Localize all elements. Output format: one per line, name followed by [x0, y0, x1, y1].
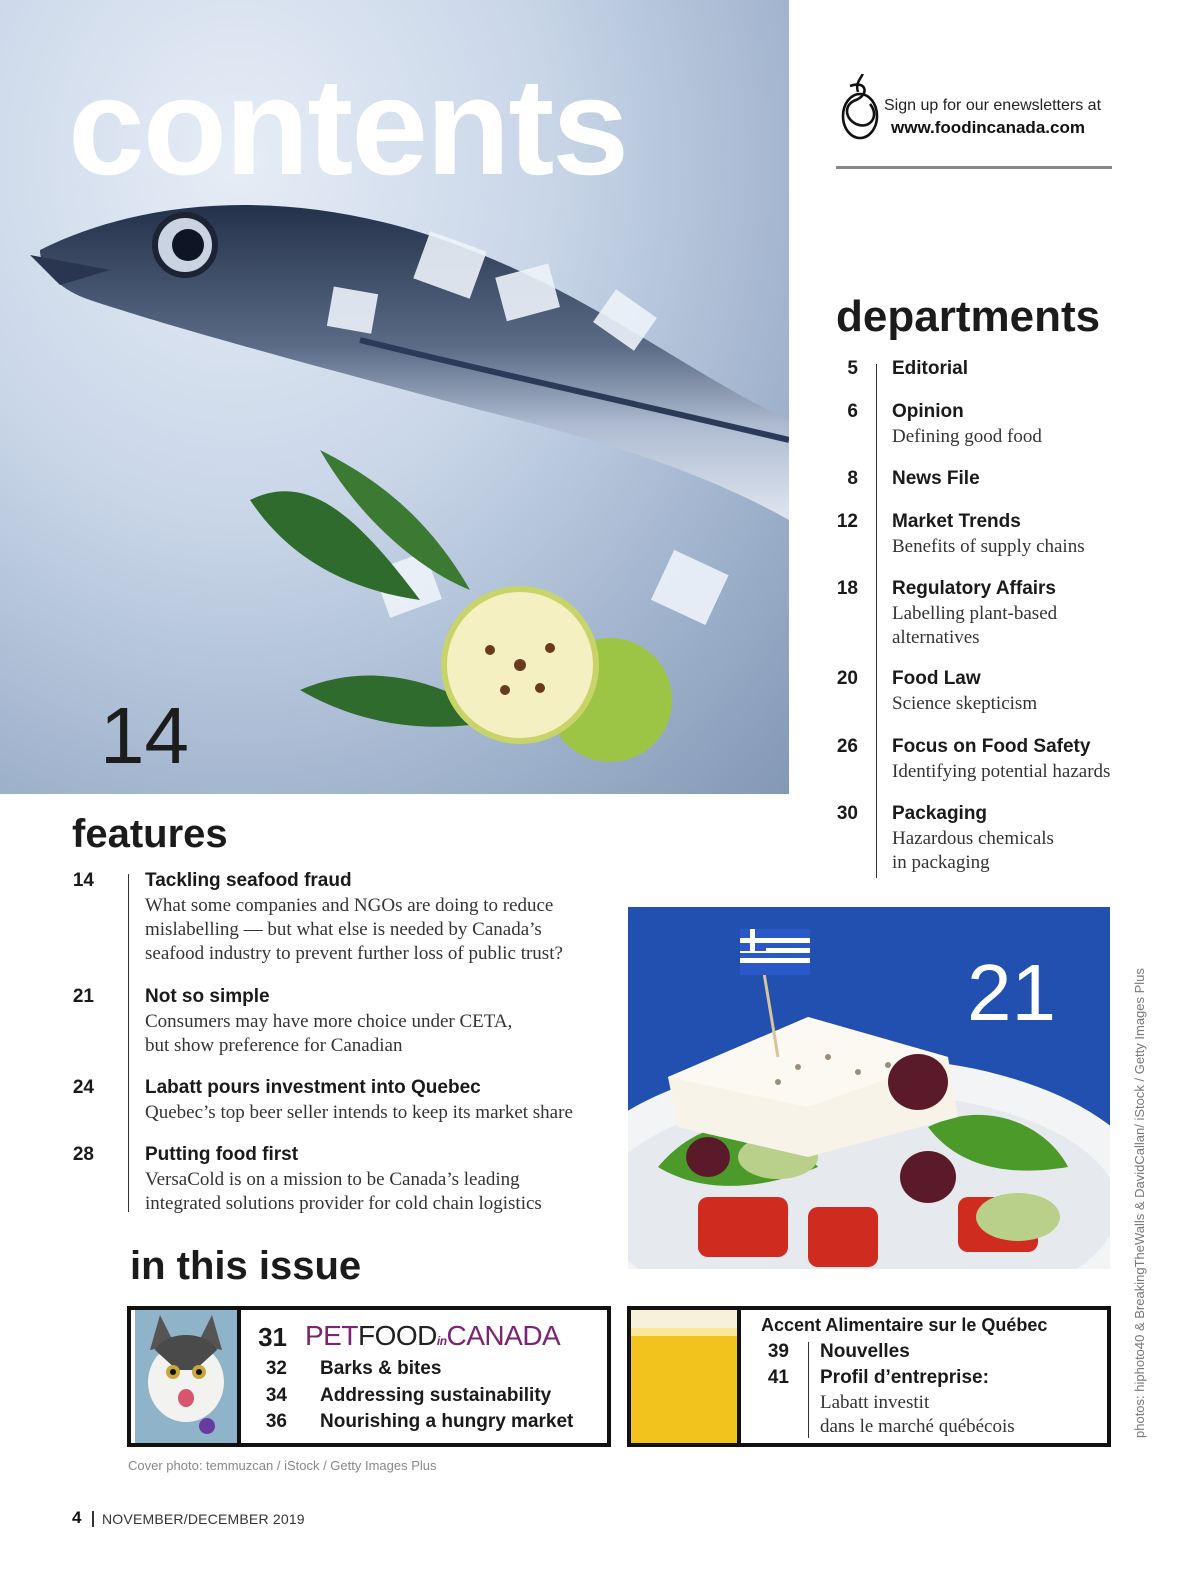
logo-pet: PET: [305, 1320, 358, 1351]
accent-item-page: 39: [767, 1341, 789, 1362]
department-subtitle: Hazardous chemicals: [892, 828, 1054, 849]
petfood-canada-box[interactable]: [127, 1306, 611, 1447]
departments-divider: [876, 364, 877, 878]
department-subtitle: Labelling plant-based: [892, 603, 1058, 624]
feature-page: 28: [72, 1144, 94, 1165]
feature-page: 21: [72, 986, 94, 1007]
cover-photo-credit: Cover photo: temmuzcan / iStock / Getty Images Plus: [128, 1458, 437, 1473]
beer-photo: [631, 1310, 737, 1443]
feature-desc-line: What some companies and NGOs are doing to reduce: [145, 895, 554, 916]
feature-page: 24: [72, 1077, 94, 1098]
hero-feature-number: 14: [100, 691, 189, 780]
feature-title: Not so simple: [145, 986, 270, 1007]
newsletter-url-link[interactable]: www.foodincanada.com: [891, 118, 1085, 137]
feature-title: Labatt pours investment into Quebec: [145, 1077, 481, 1098]
department-page: 5: [847, 358, 858, 379]
accent-heading: Accent Alimentaire sur le Québec: [761, 1315, 1048, 1335]
issue-date: NOVEMBER/DECEMBER 2019: [102, 1511, 305, 1527]
department-subtitle: Benefits of supply chains: [892, 536, 1085, 557]
features-divider: [128, 874, 129, 1212]
department-page: 30: [836, 803, 858, 824]
accent-alimentaire-box[interactable]: [627, 1306, 1111, 1447]
logo-in: in: [436, 1334, 447, 1348]
logo-canada: CANADA: [446, 1320, 561, 1351]
newsletter-text: Sign up for our enewsletters at: [884, 97, 1102, 114]
department-title: Market Trends: [892, 511, 1021, 532]
cat-photo: [135, 1310, 237, 1443]
feature-desc-line: integrated solutions provider for cold chain logistics: [145, 1193, 542, 1214]
department-subtitle: Identifying potential hazards: [892, 761, 1111, 782]
feature-desc-line: VersaCold is on a mission to be Canada’s leading: [145, 1169, 520, 1190]
petfood-item-page: 34: [265, 1385, 287, 1406]
accent-item-title[interactable]: Nouvelles: [820, 1341, 910, 1362]
mouse-icon: [836, 74, 882, 140]
greek-salad-photo: [628, 907, 1110, 1269]
department-title: Focus on Food Safety: [892, 736, 1091, 757]
petfood-logo-page: 31: [258, 1322, 287, 1352]
accent-item-desc: dans le marché québécois: [820, 1416, 1015, 1437]
feature-desc-line: mislabelling — but what else is needed by Canada’s: [145, 919, 542, 940]
newsletter-signup[interactable]: [836, 74, 1112, 169]
feature-desc-line: seafood industry to prevent further loss of public trust?: [145, 943, 563, 964]
feature-desc-line: Quebec’s top beer seller intends to keep its market share: [145, 1102, 573, 1123]
department-title: News File: [892, 468, 980, 489]
photo-credit: photos: hiphoto40 & BreakingTheWalls & DavidCallan/ iStock / Getty Images Plus: [1132, 968, 1147, 1438]
accent-divider: [808, 1342, 809, 1438]
department-page: 20: [836, 668, 858, 689]
department-subtitle: Defining good food: [892, 426, 1042, 447]
department-title: Regulatory Affairs: [892, 578, 1056, 599]
features-heading: features: [72, 812, 228, 856]
feature-title: Putting food first: [145, 1144, 299, 1165]
accent-item-desc: Labatt investit: [820, 1392, 930, 1413]
department-subtitle-line2: alternatives: [892, 627, 980, 648]
feature-page: 14: [72, 870, 94, 891]
department-page: 26: [836, 736, 858, 757]
box-divider: [237, 1310, 241, 1443]
contents-title: contents: [68, 50, 628, 204]
feature-desc-line: but show preference for Canadian: [145, 1035, 403, 1056]
department-subtitle: Science skepticism: [892, 693, 1038, 714]
feature-title: Tackling seafood fraud: [145, 870, 352, 891]
petfood-item-page: 36: [265, 1411, 287, 1432]
accent-item-title[interactable]: Profil d’entreprise:: [820, 1367, 989, 1388]
department-page: 6: [847, 401, 858, 422]
accent-item-page: 41: [767, 1367, 789, 1388]
department-page: 12: [836, 511, 858, 532]
salad-feature-number: 21: [967, 948, 1056, 1037]
departments-heading: departments: [836, 292, 1101, 341]
department-page: 8: [847, 468, 858, 489]
petfood-item-title[interactable]: Nourishing a hungry market: [320, 1411, 574, 1432]
box-divider: [737, 1310, 741, 1443]
feature-desc-line: Consumers may have more choice under CETA,: [145, 1011, 513, 1032]
department-title: Opinion: [892, 401, 964, 422]
petfood-item-title[interactable]: Barks & bites: [320, 1358, 442, 1379]
in-this-issue-heading: in this issue: [130, 1244, 362, 1288]
page-number: 4: [72, 1508, 82, 1527]
department-title: Food Law: [892, 668, 981, 689]
department-title: Packaging: [892, 803, 988, 824]
petfood-item-title[interactable]: Addressing sustainability: [320, 1385, 552, 1406]
department-page: 18: [836, 578, 858, 599]
department-title: Editorial: [892, 358, 969, 379]
department-subtitle-line2: in packaging: [892, 852, 990, 873]
petfood-item-page: 32: [265, 1358, 287, 1379]
footer-separator: [92, 1511, 94, 1527]
logo-food: FOOD: [357, 1320, 437, 1351]
petfood-canada-logo: [305, 1320, 560, 1352]
